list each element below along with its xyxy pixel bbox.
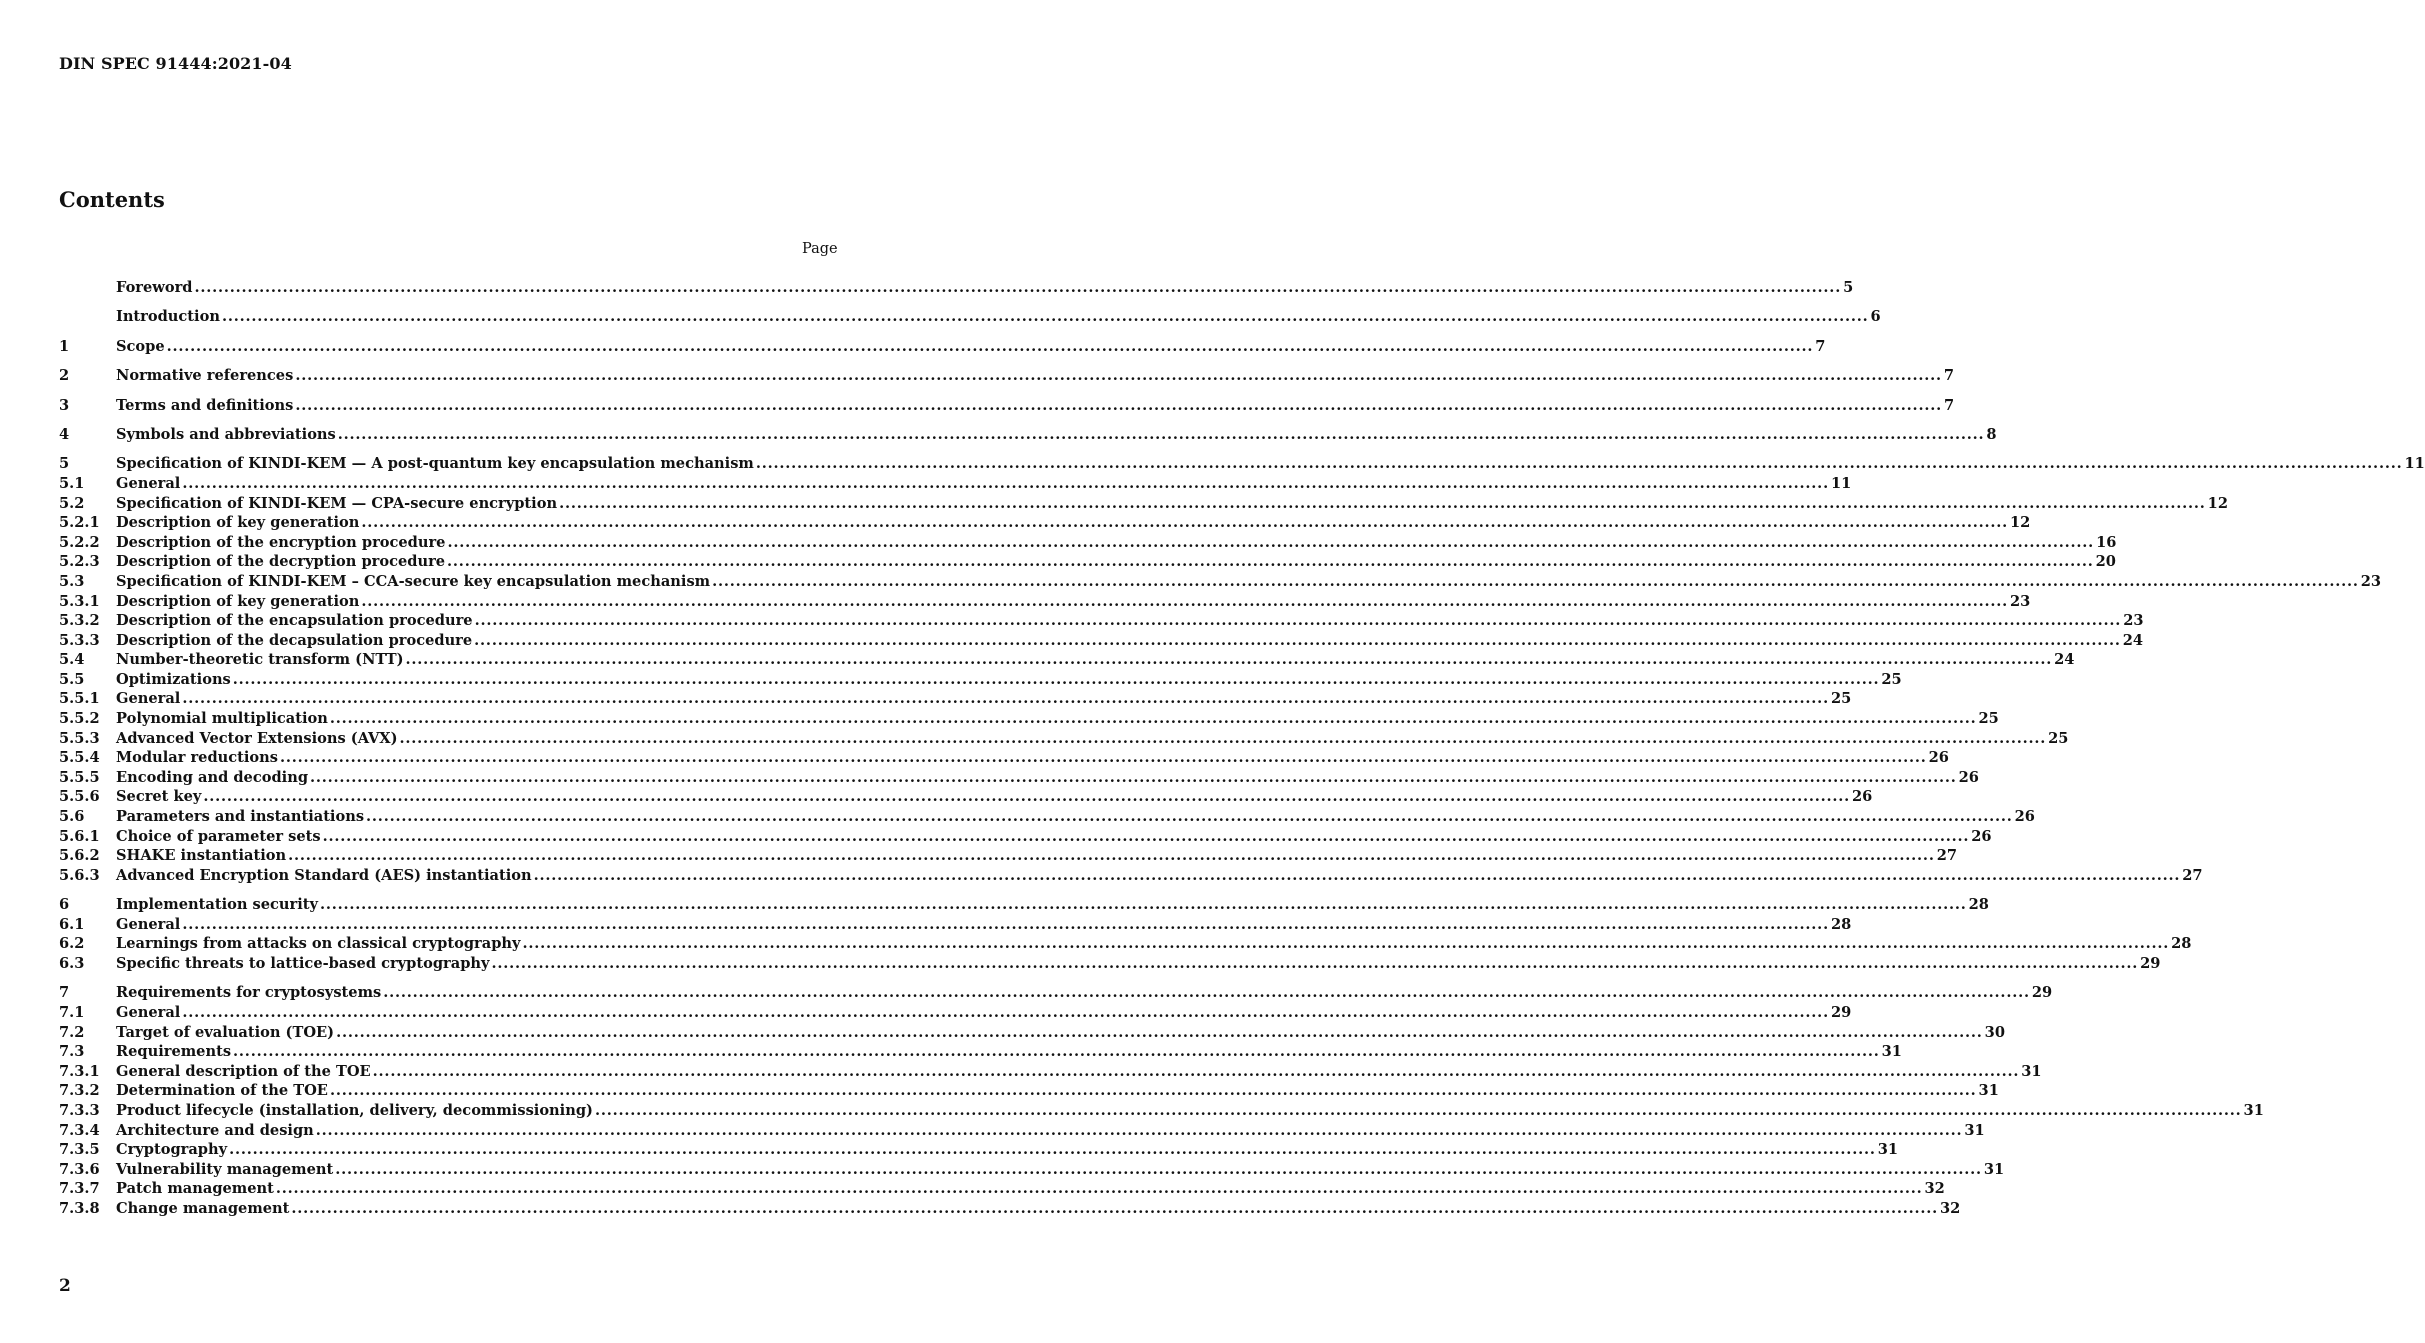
toc-entry[interactable] — [59, 934, 2192, 954]
toc-entry-page: 25 — [2048, 729, 2069, 747]
toc-entry-title: Description of key generation — [116, 592, 360, 610]
toc-entry-page: 31 — [1877, 1141, 1899, 1159]
toc-entry[interactable] — [59, 1081, 1999, 1101]
toc-entry-page: 31 — [2243, 1101, 2264, 1119]
toc-dot-leader — [474, 631, 2121, 651]
toc-entry-page: 5 — [1843, 279, 1854, 296]
toc-entry-number: 7.3.4 — [59, 1121, 100, 1139]
toc-entry[interactable] — [59, 866, 2203, 886]
toc-entry-title: Specific threats to lattice-based cryptography — [116, 954, 490, 972]
toc-entry-page: 32 — [1940, 1199, 1961, 1217]
toc-entry-title: Symbols and abbreviations — [116, 425, 336, 443]
toc-dot-leader — [335, 1160, 1982, 1180]
toc-entry-page: 27 — [1936, 847, 1958, 865]
toc-entry-title: Implementation security — [116, 896, 318, 914]
toc-entry[interactable] — [59, 1023, 2005, 1043]
toc-entry-number: 5.2 — [59, 494, 85, 512]
toc-dot-leader — [373, 1062, 2020, 1082]
toc-entry-number: 5.5 — [59, 670, 85, 688]
toc-dot-leader — [447, 533, 2094, 553]
toc-entry-page: 11 — [2404, 455, 2425, 473]
toc-entry[interactable] — [59, 454, 2425, 474]
toc-entry-title: Advanced Vector Extensions (AVX) — [116, 729, 398, 747]
toc-entry[interactable] — [59, 307, 1881, 327]
toc-dot-leader — [182, 915, 1829, 935]
page-column-label: Page — [802, 241, 838, 257]
toc-dot-leader — [336, 1023, 1983, 1043]
toc-entry-number: 5.3 — [59, 572, 85, 590]
toc-entry[interactable] — [59, 513, 2031, 533]
toc-entry-title: Parameters and instantiations — [116, 808, 365, 826]
toc-dot-leader — [233, 670, 1880, 690]
toc-dot-leader — [323, 827, 1970, 847]
toc-entry[interactable] — [59, 278, 1854, 298]
toc-dot-leader — [291, 1199, 1938, 1219]
toc-entry[interactable] — [59, 474, 1852, 494]
toc-dot-leader — [233, 1042, 1880, 1062]
toc-entry-page: 30 — [1984, 1023, 2005, 1041]
toc-entry-title: Target of evaluation (TOE) — [116, 1023, 335, 1041]
toc-entry[interactable] — [59, 592, 2031, 612]
toc-entry[interactable] — [59, 787, 1873, 807]
toc-entry-page: 26 — [1928, 749, 1949, 767]
toc-dot-leader — [310, 768, 1957, 788]
toc-dot-leader — [383, 983, 2030, 1003]
toc-dot-leader — [361, 592, 2008, 612]
toc-dot-leader — [475, 611, 2122, 631]
toc-entry[interactable] — [59, 768, 1979, 788]
toc-entry-number: 5.3.2 — [59, 612, 100, 630]
toc-entry-page: 29 — [1830, 1003, 1852, 1021]
toc-entry-title: Specification of KINDI-KEM — A post-quantum key encapsulation mechanism — [116, 455, 754, 473]
toc-entry-title: Determination of the TOE — [116, 1082, 328, 1100]
toc-entry-page: 24 — [2122, 631, 2144, 649]
toc-entry-page: 29 — [2140, 954, 2161, 972]
toc-entry-page: 25 — [1978, 710, 1999, 728]
toc-entry-number: 7 — [59, 984, 70, 1002]
toc-dot-leader — [276, 1179, 1923, 1199]
toc-entry[interactable] — [59, 611, 2144, 631]
toc-dot-leader — [194, 278, 1841, 298]
toc-entry-page: 26 — [2014, 808, 2035, 826]
toc-entry-page: 7 — [1943, 367, 1955, 385]
toc-entry-title: Specification of KINDI-KEM — CPA-secure encryption — [116, 494, 558, 512]
toc-entry-number: 5.6 — [59, 808, 85, 826]
toc-entry-title: Cryptography — [116, 1141, 228, 1159]
toc-entry-page: 28 — [1830, 915, 1852, 933]
toc-entry-page: 28 — [1968, 896, 1989, 914]
toc-entry-number: 5.2.1 — [59, 514, 100, 532]
toc-entry-page: 25 — [1881, 670, 1902, 688]
toc-dot-leader — [295, 396, 1942, 416]
toc-entry-page: 6 — [1870, 308, 1881, 326]
toc-dot-leader — [295, 366, 1942, 386]
toc-entry[interactable] — [59, 1062, 2042, 1082]
toc-entry-number: 7.3.2 — [59, 1082, 100, 1100]
toc-entry[interactable] — [59, 1121, 1985, 1141]
toc-dot-leader — [712, 572, 2359, 592]
toc-entry[interactable] — [59, 1042, 1902, 1062]
toc-entry-number: 7.3.5 — [59, 1141, 100, 1159]
toc-dot-leader — [229, 1140, 1876, 1160]
toc-entry-number: 4 — [59, 425, 70, 443]
toc-entry-number: 2 — [59, 367, 70, 385]
toc-entry-title: General — [116, 915, 181, 933]
toc-entry-title: Change management — [116, 1199, 290, 1217]
toc-entry[interactable] — [59, 1199, 1961, 1219]
toc-entry[interactable] — [59, 689, 1852, 709]
toc-entry-title: Encoding and decoding — [116, 768, 309, 786]
toc-entry-number: 7.3 — [59, 1043, 85, 1061]
toc-entry[interactable] — [59, 827, 1992, 847]
toc-entry-page: 23 — [2123, 612, 2144, 630]
toc-entry-page: 32 — [1924, 1180, 1945, 1198]
toc-entry-title: Choice of parameter sets — [116, 827, 321, 845]
toc-dot-leader — [523, 934, 2170, 954]
toc-entry[interactable] — [59, 954, 2161, 974]
toc-dot-leader — [400, 729, 2047, 749]
toc-entry-page: 24 — [2054, 651, 2075, 669]
toc-entry-page: 26 — [1852, 788, 1873, 806]
toc-entry[interactable] — [59, 846, 1958, 866]
toc-entry-number: 7.3.3 — [59, 1101, 100, 1119]
toc-entry-title: Description of the decryption procedure — [116, 553, 446, 571]
toc-entry-number: 5.5.5 — [59, 768, 100, 786]
toc-entry-page: 20 — [2095, 553, 2116, 571]
toc-entry-page: 31 — [1881, 1043, 1902, 1061]
toc-entry-title: Normative references — [116, 367, 294, 385]
toc-entry-page: 31 — [1964, 1121, 1985, 1139]
toc-entry-page: 12 — [2010, 514, 2031, 532]
toc-entry-number: 7.3.8 — [59, 1199, 100, 1217]
toc-entry-title: SHAKE instantiation — [116, 847, 287, 865]
toc-entry-number: 5.5.6 — [59, 788, 100, 806]
toc-entry-title: Secret key — [116, 788, 202, 806]
toc-entry-number: 7.2 — [59, 1023, 85, 1041]
toc-dot-leader — [595, 1101, 2242, 1121]
toc-entry[interactable] — [59, 915, 1852, 935]
toc-entry-number: 5.4 — [59, 651, 85, 669]
toc-entry-title: Architecture and design — [116, 1121, 314, 1139]
toc-entry-page: 25 — [1830, 690, 1852, 708]
toc-entry-page: 23 — [2360, 572, 2382, 590]
toc-entry-title: Advanced Encryption Standard (AES) instantiation — [116, 866, 532, 884]
toc-entry-number: 7.3.1 — [59, 1062, 100, 1080]
toc-entry-title: General — [116, 1003, 181, 1021]
toc-entry-page: 28 — [2171, 935, 2192, 953]
toc-entry-number: 5.6.2 — [59, 847, 100, 865]
toc-dot-leader — [756, 454, 2403, 474]
toc-entry-page: 31 — [1978, 1082, 1999, 1100]
toc-entry-title: Description of key generation — [116, 514, 360, 532]
toc-entry-title: Requirements — [116, 1043, 232, 1061]
toc-entry-title: Foreword — [116, 279, 193, 296]
toc-entry-title: Description of the encryption procedure — [116, 533, 446, 551]
toc-entry-title: Description of the encapsulation procedure — [116, 612, 473, 630]
toc-entry[interactable] — [59, 748, 1949, 768]
toc-entry-number: 6.2 — [59, 935, 85, 953]
toc-entry-title: Number-theoretic transform (NTT) — [116, 651, 404, 669]
contents-title: Contents — [59, 187, 165, 212]
toc-entry-number: 5.5.1 — [59, 690, 100, 708]
toc-entry-number: 6 — [59, 896, 70, 914]
toc-dot-leader — [338, 425, 1985, 445]
toc-entry-page: 27 — [2182, 866, 2203, 884]
toc-entry[interactable] — [59, 670, 1902, 690]
toc-entry-page: 7 — [1943, 396, 1955, 414]
toc-entry-title: General description of the TOE — [116, 1062, 371, 1080]
toc-entry-title: Introduction — [116, 308, 220, 326]
toc-entry-page: 26 — [1958, 768, 1979, 786]
toc-dot-leader — [167, 337, 1814, 357]
toc-dot-leader — [330, 1081, 1977, 1101]
toc-entry-number: 6.3 — [59, 954, 85, 972]
toc-entry-page: 31 — [1983, 1160, 2005, 1178]
toc-entry[interactable] — [59, 337, 1826, 357]
toc-dot-leader — [182, 474, 1829, 494]
toc-entry[interactable] — [59, 895, 1989, 915]
toc-dot-leader — [320, 895, 1967, 915]
toc-entry-number: 5.2.2 — [59, 533, 100, 551]
toc-dot-leader — [559, 494, 2206, 514]
toc-entry[interactable] — [59, 533, 2117, 553]
toc-entry-title: Specification of KINDI-KEM – CCA-secure key encapsulation mechanism — [116, 572, 711, 590]
toc-entry-number: 7.3.6 — [59, 1160, 100, 1178]
toc-dot-leader — [447, 552, 2094, 572]
document-code: DIN SPEC 91444:2021-04 — [59, 54, 292, 73]
toc-entry[interactable] — [59, 650, 2075, 670]
toc-entry-number: 7.3.7 — [59, 1180, 100, 1198]
table-of-contents — [59, 278, 2425, 1219]
toc-dot-leader — [288, 846, 1935, 866]
toc-entry-title: General — [116, 690, 181, 708]
toc-entry[interactable] — [59, 572, 2382, 592]
toc-entry-number: 5.3.3 — [59, 631, 100, 649]
toc-entry[interactable] — [59, 709, 1999, 729]
toc-entry-number: 5.2.3 — [59, 553, 100, 571]
toc-entry-number: 5.6.1 — [59, 827, 100, 845]
toc-entry[interactable] — [59, 1101, 2264, 1121]
toc-entry-number: 5.6.3 — [59, 866, 100, 884]
toc-entry-title: Product lifecycle (installation, delivery, decommissioning) — [116, 1101, 593, 1119]
toc-entry-number: 5 — [59, 455, 70, 473]
toc-dot-leader — [330, 709, 1977, 729]
toc-entry[interactable] — [59, 396, 1955, 416]
toc-entry-title: Vulnerability management — [116, 1160, 334, 1178]
toc-entry-title: Optimizations — [116, 670, 231, 688]
toc-entry-page: 12 — [2207, 494, 2228, 512]
toc-entry-number: 5.5.3 — [59, 729, 100, 747]
toc-dot-leader — [280, 748, 1927, 768]
toc-entry-page: 16 — [2096, 533, 2117, 551]
toc-dot-leader — [203, 787, 1850, 807]
toc-entry-title: Learnings from attacks on classical cryptography — [116, 935, 521, 953]
toc-entry-number: 5.5.4 — [59, 749, 100, 767]
toc-dot-leader — [361, 513, 2008, 533]
toc-dot-leader — [182, 1003, 1829, 1023]
toc-entry-number: 6.1 — [59, 915, 85, 933]
toc-entry-title: Patch management — [116, 1180, 274, 1198]
toc-entry[interactable] — [59, 1160, 2005, 1180]
toc-entry-number: 5.3.1 — [59, 592, 100, 610]
toc-entry[interactable] — [59, 366, 1955, 386]
toc-entry-number: 1 — [59, 337, 70, 355]
toc-entry-title: Description of the decapsulation procedure — [116, 631, 473, 649]
toc-dot-leader — [182, 689, 1829, 709]
toc-entry[interactable] — [59, 729, 2069, 749]
toc-entry-page: 26 — [1971, 827, 1992, 845]
toc-entry[interactable] — [59, 631, 2144, 651]
toc-entry-title: Modular reductions — [116, 749, 278, 767]
toc-entry-number: 3 — [59, 396, 70, 414]
toc-entry-page: 7 — [1815, 337, 1826, 355]
toc-entry[interactable] — [59, 983, 2053, 1003]
toc-entry-page: 8 — [1986, 425, 1997, 443]
footer-page-number: 2 — [59, 1276, 71, 1296]
toc-entry[interactable] — [59, 1003, 1852, 1023]
toc-entry-number: 5.1 — [59, 474, 85, 492]
toc-entry-number: 5.5.2 — [59, 710, 100, 728]
toc-entry-title: Scope — [116, 337, 165, 355]
toc-dot-leader — [534, 866, 2181, 886]
toc-entry[interactable] — [59, 807, 2035, 827]
toc-dot-leader — [222, 307, 1869, 327]
toc-entry-page: 31 — [2021, 1062, 2042, 1080]
toc-entry-number: 7.1 — [59, 1003, 85, 1021]
toc-entry[interactable] — [59, 425, 1997, 445]
toc-entry-title: Requirements for cryptosystems — [116, 984, 382, 1002]
toc-entry-title: Terms and definitions — [116, 396, 294, 414]
toc-entry[interactable] — [59, 1140, 1899, 1160]
toc-dot-leader — [316, 1121, 1963, 1141]
toc-dot-leader — [492, 954, 2139, 974]
toc-entry-title: General — [116, 474, 181, 492]
toc-dot-leader — [366, 807, 2013, 827]
toc-dot-leader — [406, 650, 2053, 670]
toc-entry[interactable] — [59, 494, 2228, 514]
toc-entry-page: 11 — [1830, 474, 1852, 492]
toc-entry-title: Polynomial multiplication — [116, 710, 328, 728]
toc-entry[interactable] — [59, 1179, 1945, 1199]
toc-entry[interactable] — [59, 552, 2116, 572]
toc-entry-page: 29 — [2031, 984, 2053, 1002]
toc-entry-page: 23 — [2010, 592, 2031, 610]
